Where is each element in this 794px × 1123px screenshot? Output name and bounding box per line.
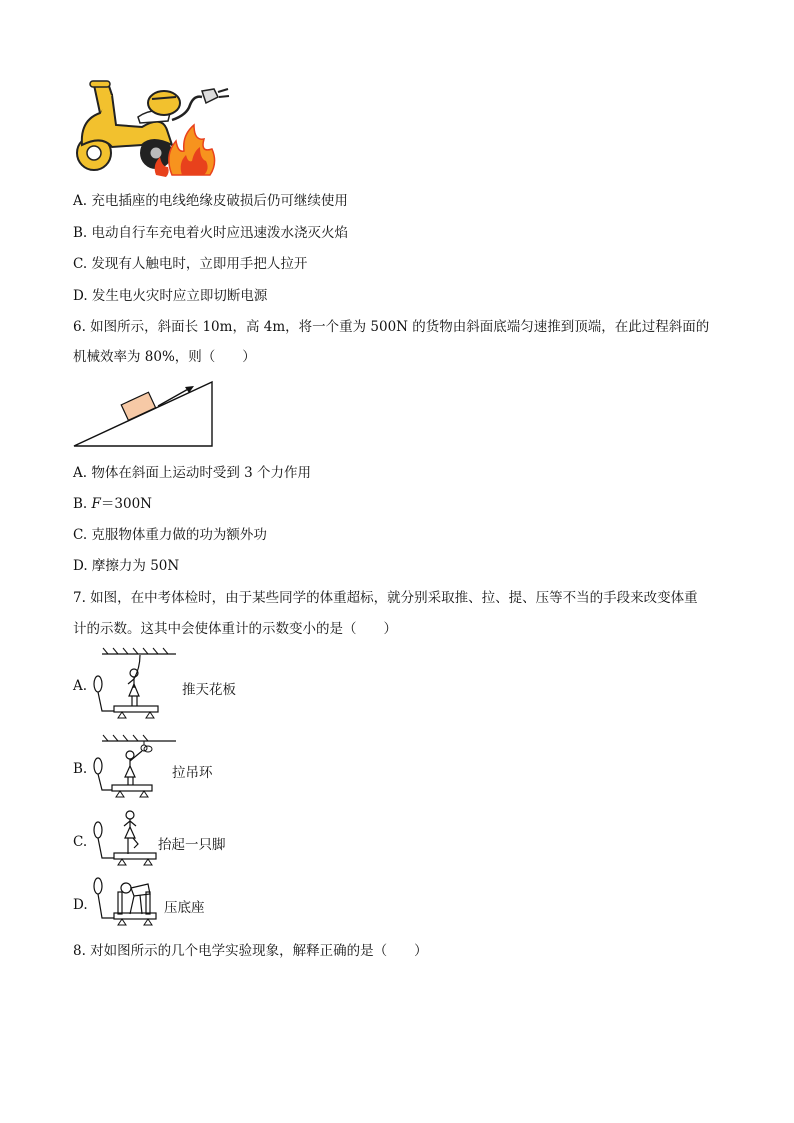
q7-option-c-letter: C. [73, 834, 88, 850]
q7-option-a-caption: 推天花板 [182, 682, 236, 698]
q7-figure-d [90, 872, 165, 930]
q7-stem-line2: 计的示数。这其中会使体重计的示数变小的是（ ） [73, 621, 397, 637]
q5-option-a: A. 充电插座的电线绝缘皮破损后仍可继续使用 [73, 193, 348, 209]
q6-option-d: D. 摩擦力为 50N [73, 558, 180, 574]
incline-diagram [72, 378, 217, 450]
q6-option-b-var: F [91, 496, 101, 512]
q5-option-d: D. 发生电火灾时应立即切断电源 [73, 288, 268, 304]
cargo-box [121, 392, 155, 420]
q7-option-c-caption: 抬起一只脚 [158, 837, 226, 853]
q7-figure-a [90, 648, 180, 720]
q7-figure-c [90, 808, 165, 870]
scooter-fire-illustration [72, 75, 237, 185]
q7-option-b-letter: B. [73, 761, 88, 777]
q7-option-d-letter: D. [73, 897, 88, 913]
q8-stem: 8. 对如图所示的几个电学实验现象，解释正确的是（ ） [73, 943, 428, 959]
q5-option-c: C. 发现有人触电时，立即用手把人拉开 [73, 256, 308, 272]
q6-option-c: C. 克服物体重力做的功为额外功 [73, 527, 267, 543]
q7-stem-line1: 7. 如图，在中考体检时，由于某些同学的体重超标，就分别采取推、拉、提、压等不当的手段来改变体重 [73, 590, 698, 606]
q6-option-b [73, 495, 152, 513]
q7-option-d-caption: 压底座 [164, 900, 205, 916]
push-arrow [158, 388, 190, 406]
q7-figure-b [90, 733, 180, 805]
q6-option-b-rest: ＝300N [100, 496, 152, 512]
q6-stem-line1: 6. 如图所示，斜面长 10m，高 4m，将一个重为 500N 的货物由斜面底端匀速推到顶端，在此过程斜面的 [73, 319, 710, 335]
q6-option-a: A. 物体在斜面上运动时受到 3 个力作用 [73, 465, 312, 481]
q6-stem-line2: 机械效率为 80%，则（ ） [73, 349, 256, 365]
q7-option-a-letter: A. [73, 678, 88, 694]
q5-option-b: B. 电动自行车充电着火时应迅速泼水浇灭火焰 [73, 225, 349, 241]
q6-option-b-prefix: B. [73, 496, 92, 512]
q7-option-b-caption: 拉吊环 [172, 765, 213, 781]
